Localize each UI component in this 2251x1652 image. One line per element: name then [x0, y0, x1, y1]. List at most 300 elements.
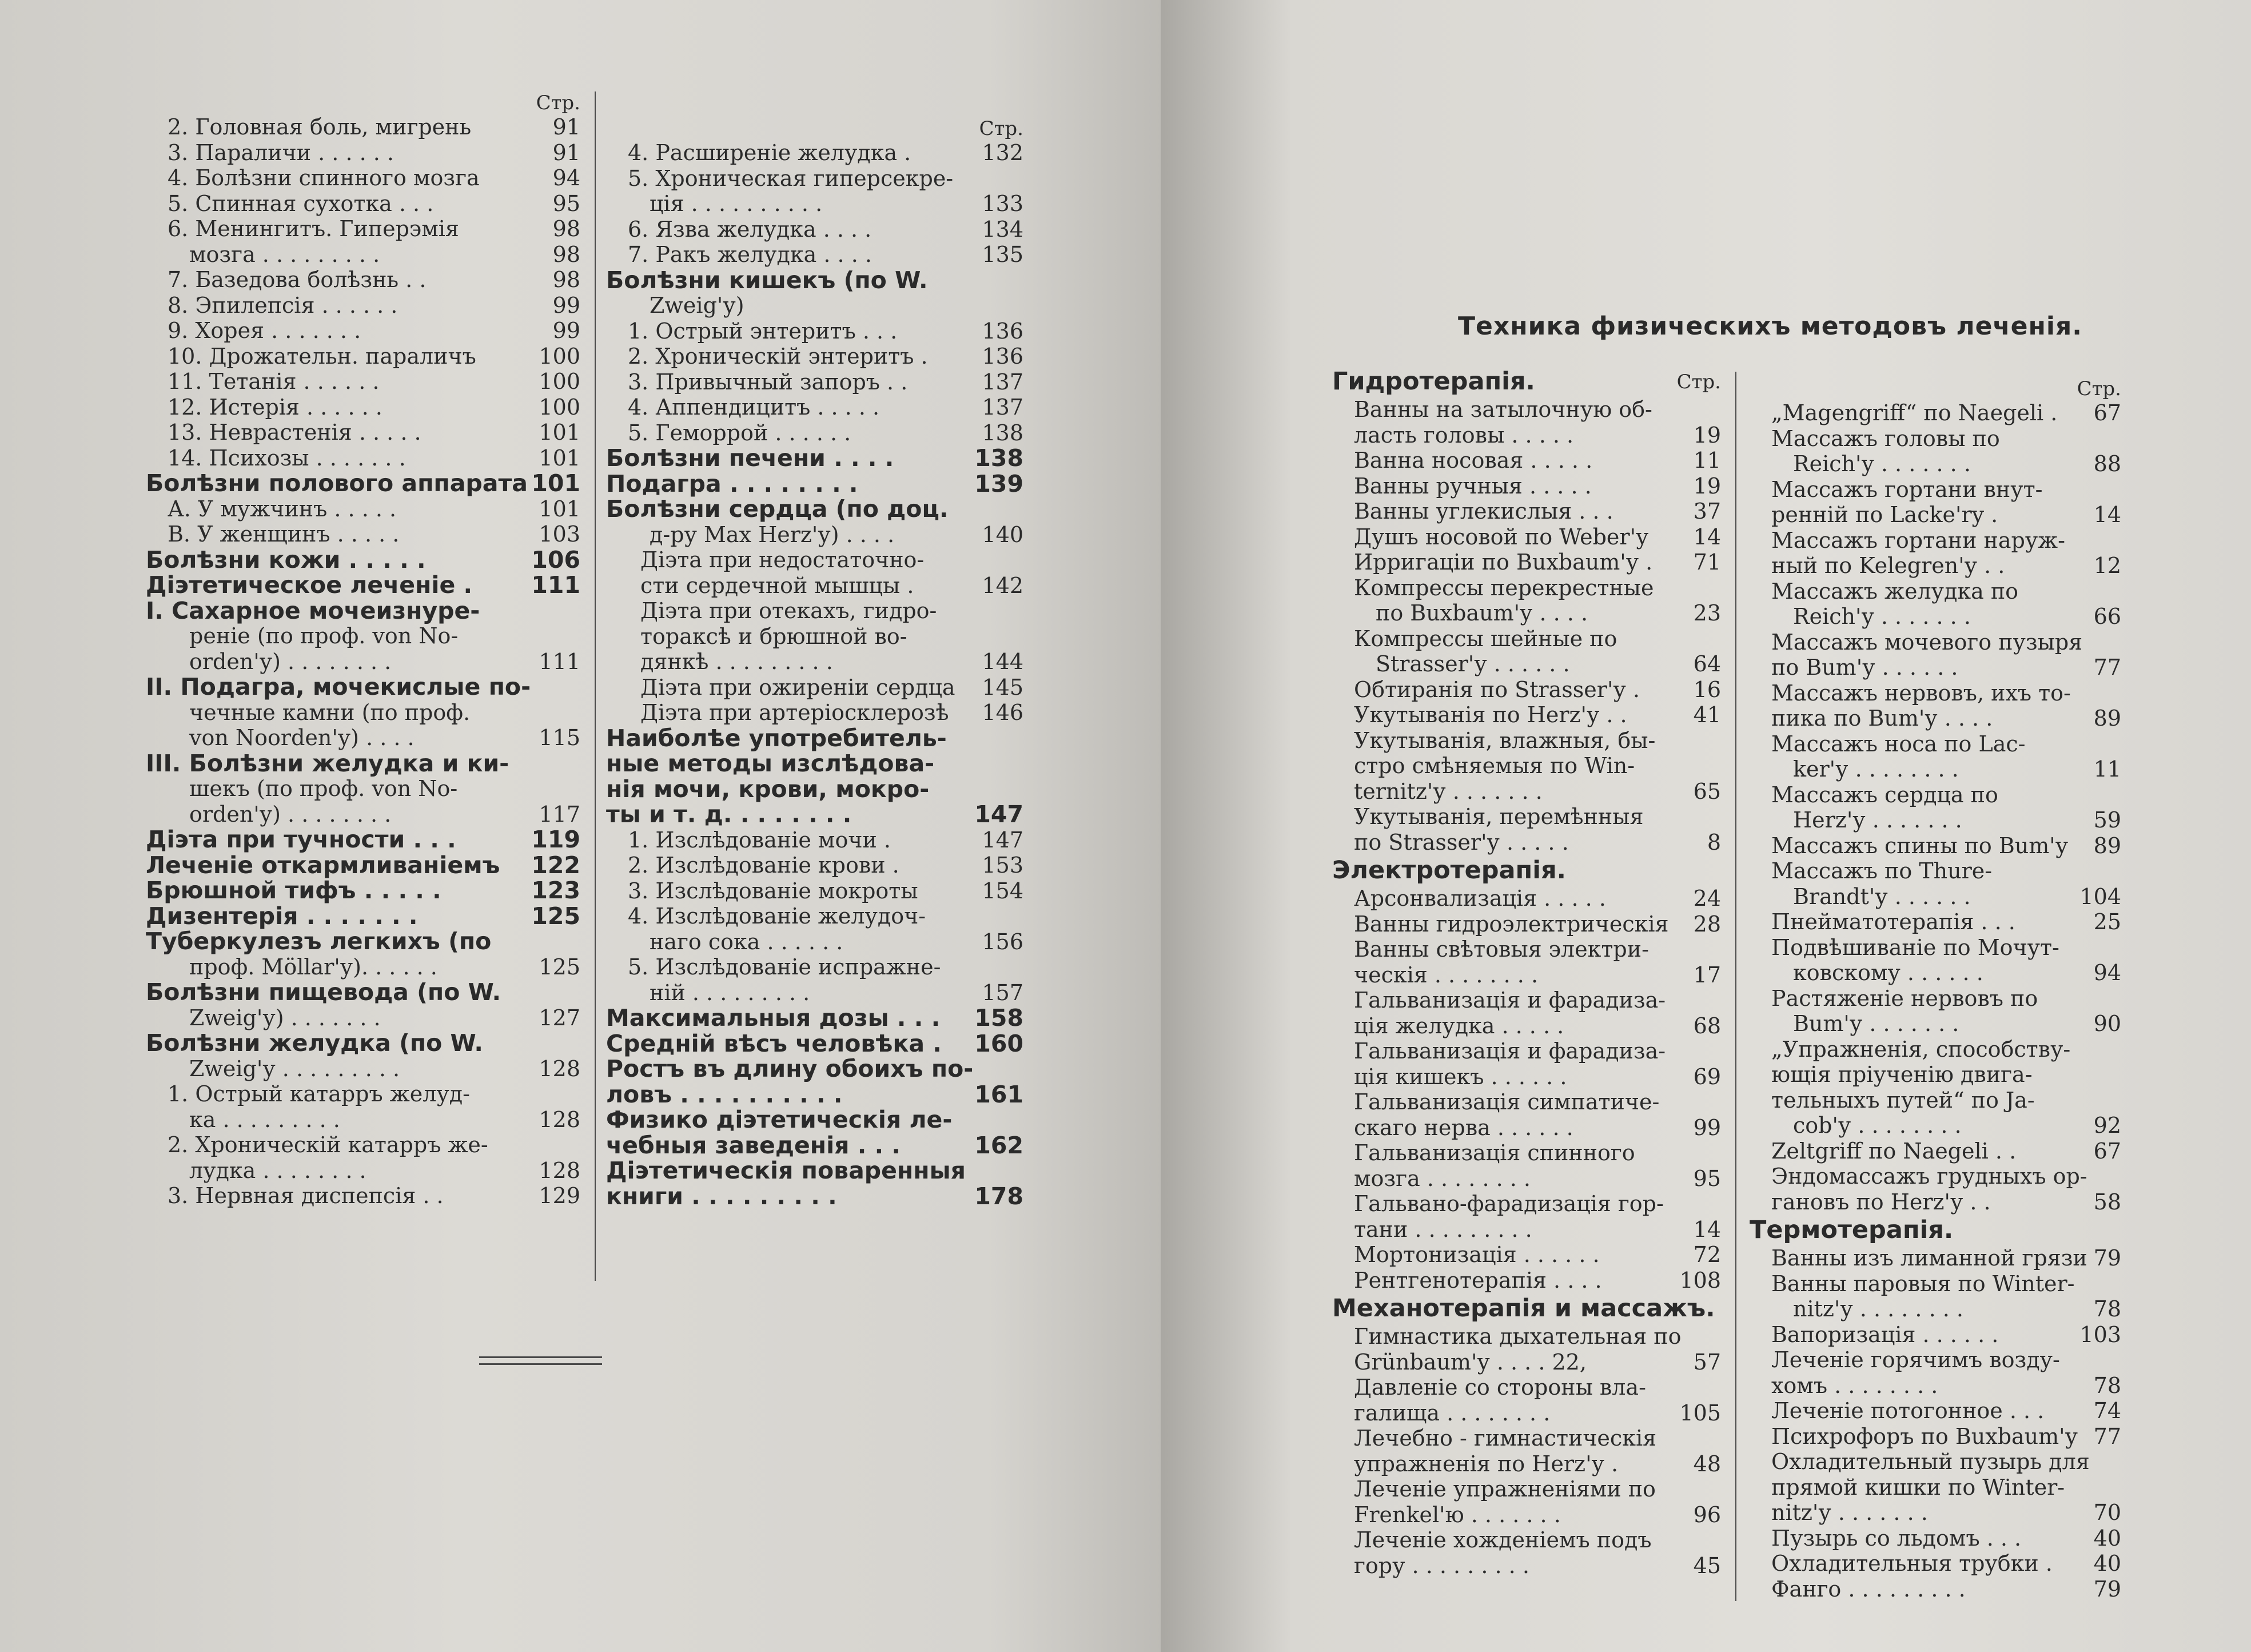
page-number: 94: [2093, 960, 2121, 985]
toc-entry: [1750, 1062, 2121, 1088]
toc-entry: [1332, 886, 1721, 911]
toc-entry: [1750, 807, 2121, 833]
page-number: 128: [539, 1106, 580, 1132]
page-header-str: Стр.: [979, 117, 1023, 140]
entry-text: Болѣзни кожи . . . . .: [146, 546, 426, 574]
entry-text: orden'у) . . . . . . . .: [189, 648, 392, 674]
entry-text: чебныя заведенія . . .: [606, 1131, 901, 1159]
entry-text: Гальванизація и фарадиза-: [1354, 988, 1666, 1013]
entry-text: по Buxbaum'у . . . .: [1376, 600, 1588, 626]
entry-text: cob'у . . . . . . . .: [1793, 1113, 1962, 1138]
entry-text: Психрофоръ по Buxbaum'у: [1771, 1423, 2078, 1449]
page-number: 128: [539, 1056, 580, 1081]
page-number: 88: [2093, 451, 2121, 476]
entry-text: 12. Истерія . . . . . .: [168, 394, 383, 420]
entry-text: Массажъ гортани внут-: [1771, 476, 2043, 502]
toc-entry: [146, 649, 580, 675]
toc-entry: [1332, 1115, 1721, 1141]
toc-entry: [1332, 575, 1721, 601]
page-number: 106: [531, 546, 580, 574]
page-number: 103: [539, 522, 580, 547]
entry-text: Термотерапія.: [1750, 1216, 1954, 1244]
entry-text: Ванна носовая . . . . .: [1354, 448, 1593, 473]
page-number: 57: [1693, 1349, 1721, 1375]
entry-text: 7. Базедова болѣзнь . .: [168, 267, 427, 292]
toc-entry: [146, 318, 580, 344]
toc-entry: [1750, 451, 2121, 477]
toc-entry: [1332, 1089, 1721, 1115]
entry-text: Ирригаціи по Buxbaum'у .: [1354, 550, 1653, 575]
toc-entry: [606, 598, 1023, 624]
toc-entry: [606, 395, 1023, 420]
page-number: 17: [1693, 962, 1721, 988]
entry-text: Діэтетическое леченіе .: [146, 571, 473, 599]
page-number: 122: [531, 851, 580, 879]
toc-entry: [1750, 1500, 2121, 1526]
toc-entry: [1332, 473, 1721, 499]
entry-text: 10. Дрожательн. параличъ: [168, 343, 476, 369]
page-number: 14: [1693, 524, 1721, 550]
entry-text: гановъ по Herz'у . .: [1771, 1189, 1991, 1215]
toc-entry: [606, 1031, 1023, 1057]
page-number: 161: [974, 1080, 1023, 1108]
toc-entry: [606, 522, 1023, 548]
toc-entry: [1750, 833, 2121, 859]
page-number: 147: [974, 801, 1023, 828]
toc-entry: [606, 217, 1023, 242]
toc-entry: [606, 802, 1023, 827]
entry-text: ній . . . . . . . . .: [650, 980, 810, 1005]
toc-entry: [146, 293, 580, 319]
toc-entry: [1750, 1475, 2121, 1500]
entry-text: реніе (по проф. von No-: [189, 623, 459, 648]
toc-entry: [146, 216, 580, 242]
entry-text: дянкѣ . . . . . . . . .: [640, 649, 833, 674]
page-number: 123: [531, 877, 580, 904]
toc-entry: [146, 191, 580, 217]
entry-text: Ванны паровыя по Winter-: [1771, 1271, 2075, 1296]
page-number: 58: [2093, 1189, 2121, 1215]
page-number: 101: [539, 420, 580, 445]
page-number: 19: [1693, 422, 1721, 448]
entry-text: Болѣзни сердца (по доц.: [606, 495, 949, 523]
toc-entry: [1750, 1088, 2121, 1113]
entry-text: ренній по Lacke'ry .: [1771, 502, 1998, 527]
toc-entry: [1750, 1271, 2121, 1297]
page-number: 37: [1693, 499, 1721, 524]
page-number: 11: [1693, 448, 1721, 473]
toc-entry: [146, 445, 580, 471]
entry-text: ные методы изслѣдова-: [606, 750, 935, 777]
page-number: 28: [1693, 911, 1721, 937]
toc-entry: [1750, 1526, 2121, 1551]
page-number: 144: [982, 649, 1023, 674]
entry-text: Діэта при недостаточно-: [640, 547, 925, 572]
toc-entry: [1750, 909, 2121, 935]
entry-text: галища . . . . . . . .: [1354, 1400, 1551, 1426]
entry-text: 9. Хорея . . . . . . .: [168, 318, 361, 343]
entry-text: 1. Острый энтеритъ . . .: [628, 318, 898, 344]
toc-entry: [1750, 757, 2121, 782]
entry-text: Strasser'у . . . . . .: [1376, 651, 1570, 676]
toc-entry: [1750, 935, 2121, 961]
page-number: 100: [539, 343, 580, 369]
toc-entry: [606, 929, 1023, 955]
toc-entry: [146, 1158, 580, 1184]
entry-text: Гальванизація спинного: [1354, 1140, 1635, 1165]
entry-text: nitz'у . . . . . . .: [1771, 1500, 1928, 1525]
entry-text: 3. Привычный запоръ . .: [628, 369, 908, 395]
page-number: 99: [552, 292, 580, 318]
entry-text: ція кишекъ . . . . . .: [1354, 1064, 1567, 1089]
toc-entry: [146, 1005, 580, 1031]
toc-entry: [606, 980, 1023, 1006]
entry-text: Укутыванія, перемѣнныя: [1354, 804, 1644, 829]
toc-entry: [606, 853, 1023, 878]
entry-text: Туберкулезъ легкихъ (по: [146, 927, 492, 955]
page-number: 100: [539, 369, 580, 394]
toc-entry: [1750, 1189, 2121, 1215]
toc-entry: [1332, 550, 1721, 575]
toc-entry: [146, 522, 580, 547]
section-heading: [1332, 366, 1721, 397]
entry-text: Массажъ головы по: [1771, 425, 2000, 451]
end-rule: [479, 1356, 602, 1358]
entry-text: Дизентерія . . . . . . .: [146, 902, 418, 930]
toc-entry: [606, 1005, 1023, 1031]
entry-text: 7. Ракъ желудка . . . .: [628, 242, 872, 267]
section-title: Техника физическихъ методовъ леченія.: [1458, 312, 2082, 341]
page-number: 99: [1693, 1114, 1721, 1140]
toc-entry: [606, 1184, 1023, 1209]
page-number: 67: [2093, 400, 2121, 425]
toc-entry: [606, 1158, 1023, 1184]
entry-text: 11. Тетанія . . . . . .: [168, 369, 380, 394]
entry-text: Діэта при отекахъ, гидро-: [640, 598, 937, 623]
entry-text: книги . . . . . . . . .: [606, 1182, 837, 1210]
page-number: 91: [552, 114, 580, 140]
entry-text: Средній вѣсъ человѣка .: [606, 1029, 942, 1057]
entry-text: ка . . . . . . . . .: [189, 1106, 340, 1132]
toc-entry: [606, 1082, 1023, 1108]
page-number: 95: [552, 190, 580, 216]
page-number: 90: [2093, 1011, 2121, 1036]
toc-entry: [1750, 986, 2121, 1012]
toc-entry: [146, 1030, 580, 1056]
page-number: 128: [539, 1157, 580, 1183]
entry-text: Массажъ мочевого пузыря: [1771, 629, 2083, 655]
toc-entry: [1332, 423, 1721, 448]
entry-text: Массажъ гортани наруж-: [1771, 527, 2065, 553]
toc-entry: [146, 344, 580, 369]
toc-entry: [1332, 1268, 1721, 1293]
page-number: 117: [539, 801, 580, 827]
entry-text: ternitz'у . . . . . . .: [1354, 778, 1543, 804]
entry-text: 5. Хроническая гиперсекре-: [628, 165, 954, 191]
page-number: 48: [1693, 1451, 1721, 1476]
page-header-str: Стр.: [1676, 371, 1721, 393]
page-number: 65: [1693, 778, 1721, 804]
entry-text: ный по Kelegren'у . .: [1771, 553, 2005, 578]
entry-text: Пнейматотерапія . . .: [1771, 909, 2015, 934]
toc-entry: [1750, 1347, 2121, 1373]
toc-entry: [146, 853, 580, 878]
page-number: 64: [1693, 651, 1721, 676]
page-number: 104: [2079, 883, 2121, 909]
toc-entry: [146, 1056, 580, 1082]
toc-entry: [606, 777, 1023, 802]
entry-text: пика по Bum'у . . . .: [1771, 706, 1993, 731]
toc-entry: [606, 903, 1023, 929]
toc-entry: [1332, 1553, 1721, 1579]
entry-text: по Strasser'у . . . . .: [1354, 829, 1569, 855]
toc-entry: [606, 496, 1023, 522]
toc-entry: [146, 1132, 580, 1158]
page-number: 139: [974, 469, 1023, 497]
section-heading: [1332, 1293, 1721, 1324]
toc-entry: [1332, 962, 1721, 988]
toc-entry: [146, 547, 580, 573]
toc-entry: [1332, 779, 1721, 805]
page-number: 94: [552, 165, 580, 190]
entry-text: Леченіе упражненіями по: [1354, 1476, 1656, 1502]
toc-entry: [1750, 553, 2121, 579]
page-number: 74: [2093, 1398, 2121, 1423]
entry-text: ческія . . . . . . . .: [1354, 962, 1539, 988]
page-number: 129: [539, 1183, 580, 1208]
page-number: 24: [1693, 886, 1721, 911]
page-number: 111: [531, 571, 580, 599]
toc-entry: [606, 1056, 1023, 1082]
toc-entry: [1332, 937, 1721, 962]
toc-entry: [146, 674, 580, 700]
toc-entry: [1332, 626, 1721, 652]
toc-entry: [1332, 600, 1721, 626]
toc-entry: [146, 700, 580, 726]
entry-text: тораксѣ и брюшной во-: [640, 623, 907, 649]
entry-text: Zweig'у) . . . . . . .: [189, 1005, 381, 1030]
toc-entry: [1332, 524, 1721, 550]
page-number: 11: [2093, 757, 2121, 782]
entry-text: Мортонизація . . . . . .: [1354, 1242, 1600, 1267]
toc-entry: [606, 268, 1023, 293]
toc-entry: [146, 623, 580, 649]
toc-entry: [1750, 680, 2121, 706]
toc-entry: [1750, 1011, 2121, 1037]
entry-text: А. У мужчинъ . . . . .: [168, 496, 397, 522]
entry-text: Подагра . . . . . . . .: [606, 469, 858, 497]
toc-entry: [146, 572, 580, 598]
entry-text: Фанго . . . . . . . . .: [1771, 1576, 1966, 1602]
toc-entry: [1750, 1296, 2121, 1322]
toc-entry: [1332, 1166, 1721, 1192]
page-number: 23: [1693, 600, 1721, 626]
toc-entry: [146, 980, 580, 1005]
entry-text: 2. Головная боль, мигрень: [168, 114, 472, 140]
toc-entry: [1750, 604, 2121, 630]
toc-entry: [146, 929, 580, 954]
page-number: 145: [982, 674, 1023, 700]
toc-entry: [1750, 655, 2121, 680]
page-number: 137: [982, 395, 1023, 420]
page-number: 138: [974, 444, 1023, 472]
entry-text: мозга . . . . . . . . .: [189, 241, 380, 267]
page-number: 40: [2093, 1551, 2121, 1576]
page-number: 162: [974, 1131, 1023, 1159]
page-number: 111: [539, 648, 580, 674]
section-heading: [1332, 855, 1721, 886]
entry-text: прямой кишки по Winter-: [1771, 1474, 2065, 1500]
entry-text: Bum'у . . . . . . .: [1793, 1011, 1959, 1036]
entry-text: Grünbaum'у . . . . 22,: [1354, 1349, 1587, 1375]
entry-text: „Упражненія, способству-: [1771, 1036, 2071, 1062]
toc-entry: [1750, 960, 2121, 986]
toc-entry: [146, 827, 580, 853]
entry-text: 4. Аппендицитъ . . . . .: [628, 395, 880, 420]
entry-text: шекъ (по проф. von No-: [189, 776, 458, 801]
toc-entry: [1750, 1398, 2121, 1424]
toc-entry: [1750, 1245, 2121, 1271]
entry-text: Гальванизація симпатиче-: [1354, 1089, 1660, 1114]
page-number: 108: [1679, 1267, 1721, 1293]
page-number: 69: [1693, 1064, 1721, 1089]
page-number: 16: [1693, 676, 1721, 702]
toc-entry: [146, 242, 580, 268]
toc-entry: [1332, 397, 1721, 423]
page-number: 41: [1693, 702, 1721, 727]
page-number: 59: [2093, 807, 2121, 833]
page-number: 40: [2093, 1525, 2121, 1551]
page-number: 132: [982, 140, 1023, 165]
entry-text: сти сердечной мышцы .: [640, 572, 914, 598]
entry-text: Болѣзни пищевода (по W.: [146, 978, 501, 1006]
entry-text: Наиболѣе употребитель-: [606, 724, 947, 752]
page-number: 119: [531, 826, 580, 853]
toc-list: [146, 114, 580, 1209]
toc-entry: [146, 903, 580, 929]
page-number: 89: [2093, 706, 2121, 731]
toc-entry: [1750, 630, 2121, 655]
toc-entry: [1332, 1140, 1721, 1166]
entry-text: Herz'у . . . . . . .: [1793, 807, 1962, 833]
entry-text: ція желудка . . . . .: [1354, 1013, 1564, 1038]
toc-entry: [606, 344, 1023, 369]
toc-entry: [606, 293, 1023, 319]
entry-text: 6. Язва желудка . . . .: [628, 216, 872, 242]
entry-text: Арсонвализація . . . . .: [1354, 886, 1606, 911]
entry-text: Діэта при артеріосклерозѣ: [640, 700, 949, 725]
entry-text: Болѣзни полового аппарата: [146, 469, 528, 497]
entry-text: Давленіе со стороны вла-: [1354, 1375, 1646, 1400]
toc-entry: [606, 573, 1023, 599]
toc-entry: [1332, 1476, 1721, 1502]
page-number: 78: [2093, 1372, 2121, 1398]
entry-text: 2. Хроническій катарръ же-: [168, 1132, 488, 1157]
entry-text: I. Сахарное мочеизнуре-: [146, 596, 480, 624]
entry-text: В. У женщинъ . . . . .: [168, 522, 400, 547]
page-number: 68: [1693, 1013, 1721, 1038]
entry-text: Максимальныя дозы . . .: [606, 1004, 941, 1032]
page-number: 101: [539, 496, 580, 522]
page-number: 178: [974, 1182, 1023, 1210]
entry-text: Діэта при ожиреніи сердца: [640, 674, 955, 700]
page-number: 100: [539, 394, 580, 420]
toc-entry: [606, 420, 1023, 446]
toc-entry: [606, 166, 1023, 192]
entry-text: Reich'у . . . . . . .: [1793, 604, 1971, 629]
page-number: 71: [1693, 550, 1721, 575]
toc-entry: [606, 700, 1023, 726]
toc-entry: [146, 420, 580, 445]
entry-text: Frenkel'ю . . . . . . .: [1354, 1502, 1561, 1527]
toc-entry: [146, 751, 580, 777]
toc-entry: [1750, 1037, 2121, 1062]
toc-entry: [146, 496, 580, 522]
toc-entry: [146, 1107, 580, 1133]
entry-text: Массажъ нервовъ, ихъ то-: [1771, 680, 2071, 706]
page-number: 95: [1693, 1165, 1721, 1191]
entry-text: Ванны изъ лиманной грязи: [1771, 1245, 2087, 1271]
toc-entry: [606, 445, 1023, 471]
toc-entry: [1750, 1577, 2121, 1602]
left-col1: [146, 91, 580, 1209]
page-number: 96: [1693, 1502, 1721, 1527]
entry-text: Компрессы перекрестные: [1354, 575, 1654, 600]
page-number: 103: [2079, 1321, 2121, 1347]
entry-text: Эндомассажъ грудныхъ ор-: [1771, 1164, 2087, 1189]
entry-text: 4. Расширеніе желудка .: [628, 140, 911, 165]
entry-text: 3. Изслѣдованіе мокроты: [628, 878, 918, 903]
entry-text: 8. Эпилепсія . . . . . .: [168, 292, 398, 318]
entry-text: II. Подагра, мочекислые по-: [146, 673, 531, 700]
entry-text: „Magengriff“ по Naegeli .: [1771, 400, 2058, 425]
entry-text: Подвѣшиваніе по Мочут-: [1771, 934, 2059, 960]
toc-entry: [606, 140, 1023, 166]
entry-text: ласть головы . . . . .: [1354, 422, 1574, 448]
toc-entry: [1750, 426, 2121, 452]
toc-entry: [146, 598, 580, 624]
toc-entry: [606, 1107, 1023, 1133]
toc-entry: [1750, 1551, 2121, 1577]
page-number: 156: [982, 929, 1023, 954]
toc-entry: [1332, 1350, 1721, 1375]
page-number: 78: [2093, 1296, 2121, 1321]
toc-entry: [146, 1081, 580, 1107]
page-number: 98: [552, 267, 580, 292]
toc-entry: [1750, 477, 2121, 503]
toc-entry: [146, 140, 580, 166]
toc-entry: [1332, 499, 1721, 524]
entry-text: 5. Геморрой . . . . . .: [628, 420, 851, 445]
entry-text: чечные камни (по проф.: [189, 699, 471, 725]
page-number: 136: [982, 344, 1023, 369]
toc-entry: [146, 954, 580, 980]
entry-text: Механотерапія и массажъ.: [1332, 1294, 1715, 1323]
entry-text: Ванны гидроэлектрическія: [1354, 911, 1669, 937]
page-number: 125: [539, 954, 580, 980]
toc-entry: [146, 114, 580, 140]
entry-text: скаго нерва . . . . . .: [1354, 1114, 1573, 1140]
entry-text: Охладительныя трубки .: [1771, 1551, 2053, 1576]
entry-text: Ванны свѣтовыя электри-: [1354, 937, 1649, 962]
entry-text: Діэта при тучности . . .: [146, 826, 456, 853]
entry-text: Леченіе откармливаніемъ: [146, 851, 500, 879]
toc-entry: [146, 776, 580, 802]
entry-text: Душъ носовой по Weber'у: [1354, 524, 1649, 550]
toc-entry: [1750, 1164, 2121, 1189]
page-number: 25: [2093, 909, 2121, 934]
toc-entry: [606, 242, 1023, 268]
